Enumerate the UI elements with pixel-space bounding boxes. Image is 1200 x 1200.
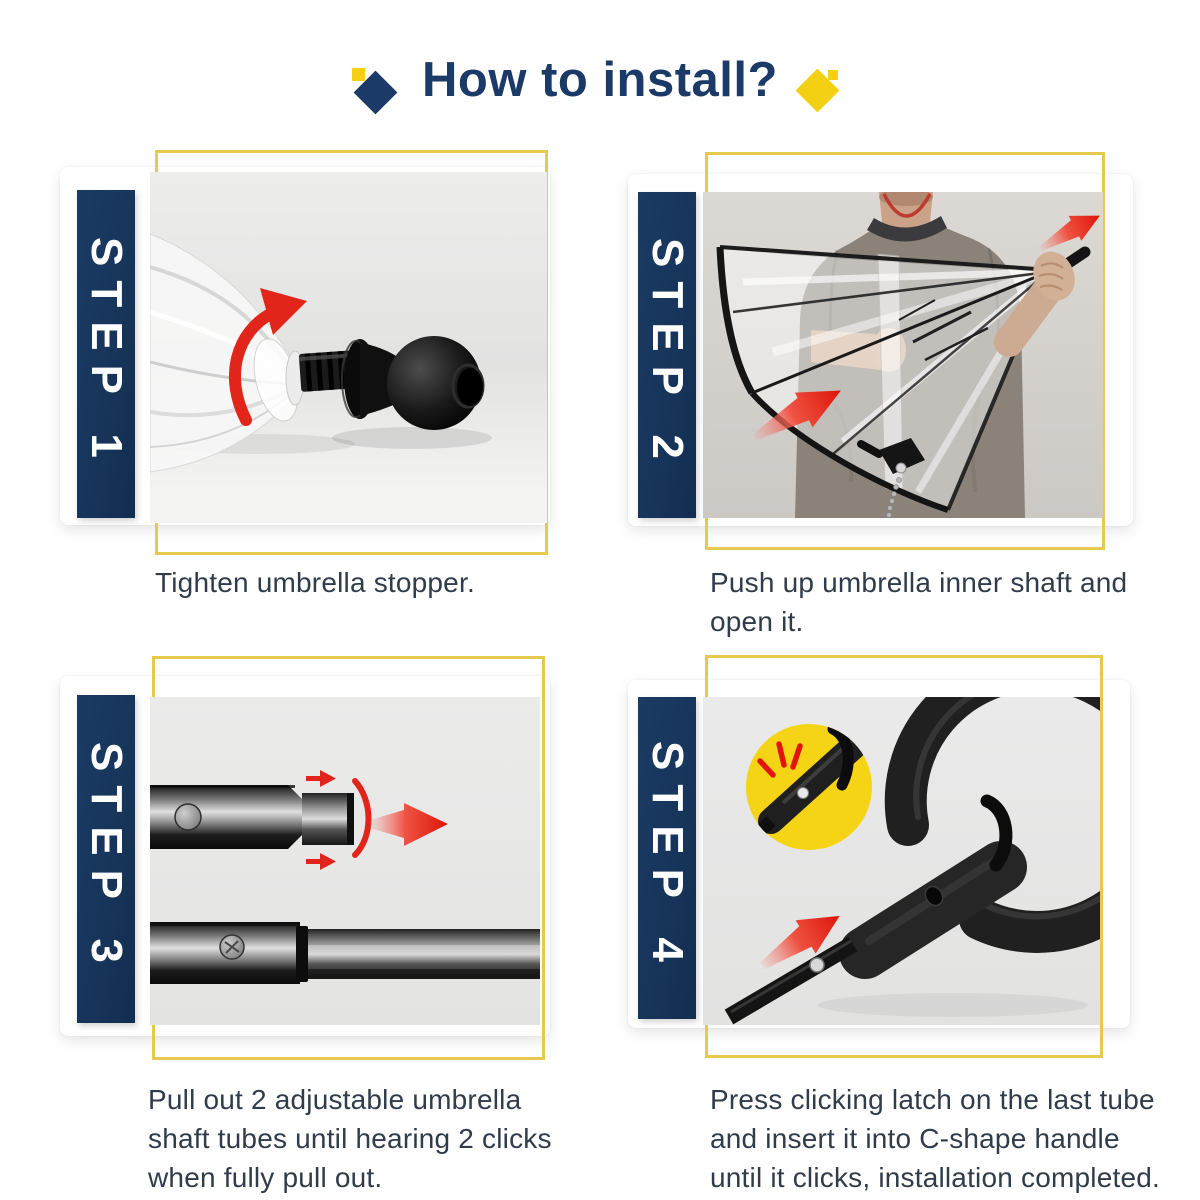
step-4-caption: Press clicking latch on the last tube and insert it into C-shape handle until it clicks, installation completed.	[710, 1084, 1160, 1193]
step-2-label: STEP 2	[643, 237, 692, 473]
umbrella-stopper-illustration	[150, 172, 547, 523]
step-2-caption: Push up umbrella inner shaft and open it.	[710, 567, 1128, 637]
step-2-photo	[703, 192, 1103, 518]
lower-shaft-tube	[150, 922, 540, 984]
step-4-label: STEP 4	[643, 740, 692, 976]
yellow-square-icon	[352, 68, 365, 81]
step-1-label: STEP 1	[82, 236, 131, 472]
page-title: How to install?	[422, 53, 778, 107]
yellow-diamond-icon	[796, 66, 850, 120]
yellow-square-icon	[828, 70, 838, 80]
step-1-photo	[150, 172, 547, 523]
stopper-cap	[342, 336, 483, 430]
step-4-banner	[638, 697, 696, 1019]
navy-diamond-icon	[350, 66, 404, 120]
step-4-photo	[703, 697, 1100, 1025]
step-3-photo	[150, 697, 540, 1025]
open-umbrella-illustration	[703, 192, 1103, 518]
step-1-banner	[77, 190, 135, 518]
clicking-latch-pin	[810, 958, 824, 972]
step-3-banner	[77, 695, 135, 1023]
shaft-tubes-illustration	[150, 697, 540, 1025]
header	[0, 48, 1200, 120]
release-button	[175, 804, 201, 830]
step-2-banner	[638, 192, 696, 518]
c-handle-illustration	[703, 697, 1100, 1025]
step-3-label: STEP 3	[82, 741, 131, 977]
step-1-caption: Tighten umbrella stopper.	[155, 567, 475, 598]
step-3-caption: Pull out 2 adjustable umbrella shaft tubes until hearing 2 clicks when fully pull out.	[148, 1084, 552, 1193]
